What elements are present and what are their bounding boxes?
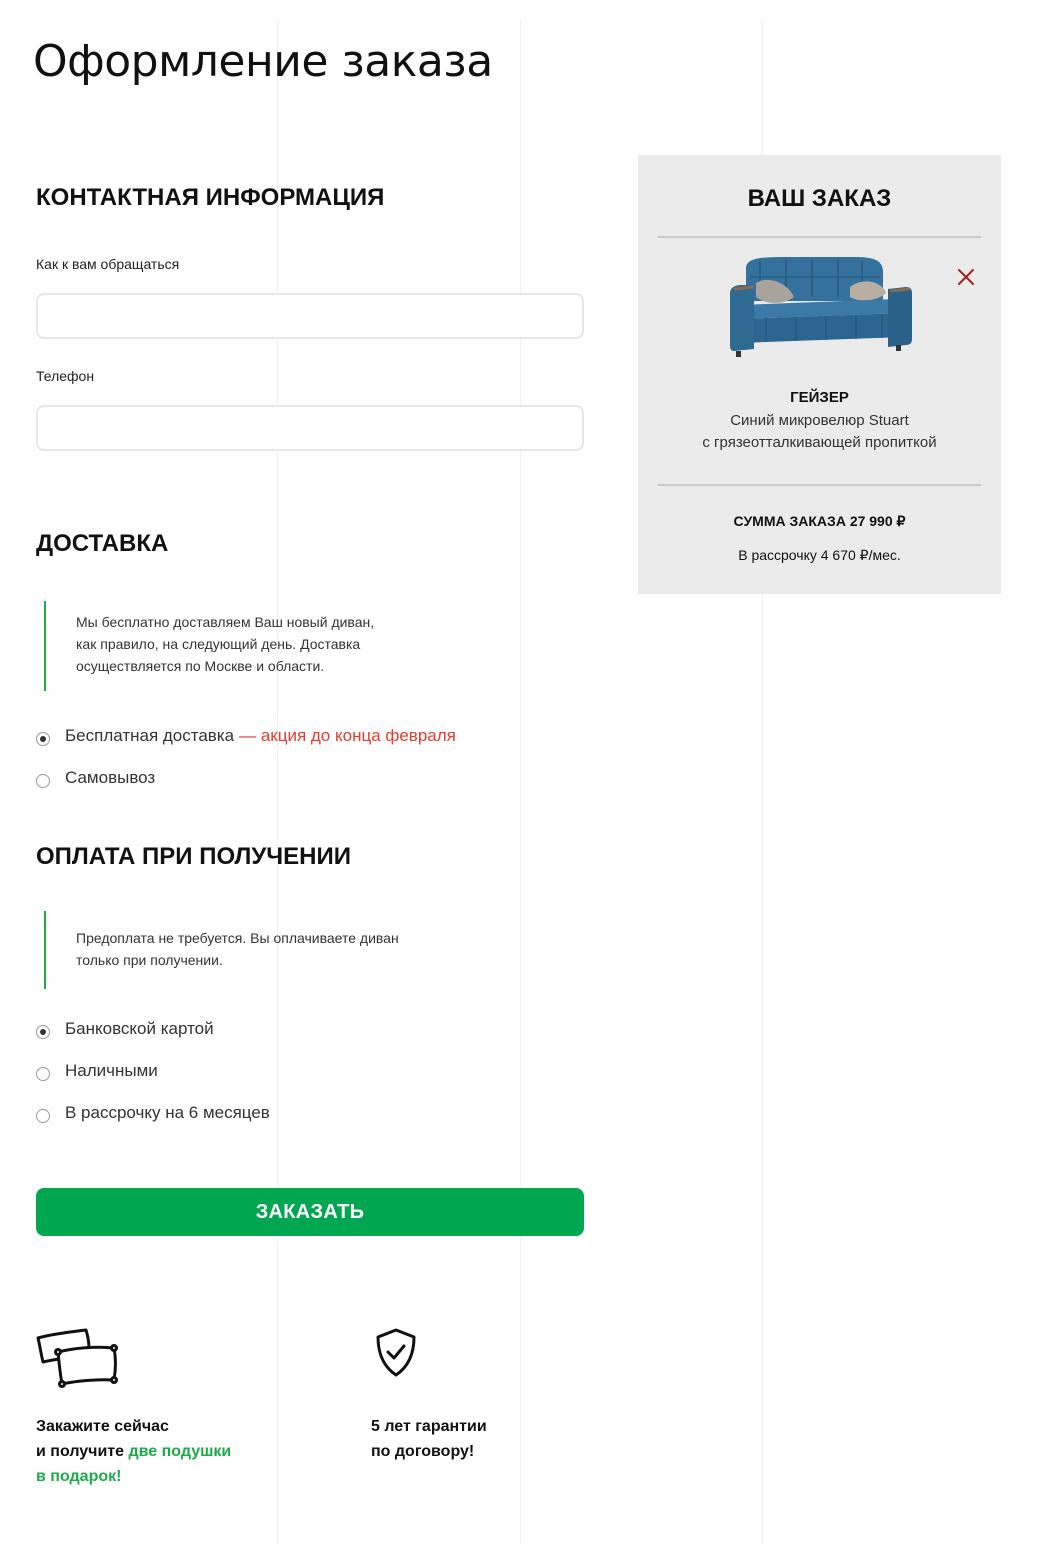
benefit-line bbox=[36, 1439, 231, 1464]
payment-option-cash[interactable] bbox=[36, 1061, 158, 1081]
payment-note bbox=[44, 911, 456, 989]
phone-label: Телефон bbox=[36, 368, 95, 384]
payment-option-installment[interactable] bbox=[36, 1103, 270, 1123]
payment-note-line: Предоплата не требуется. Вы оплачиваете диван bbox=[76, 930, 399, 946]
radio-button[interactable] bbox=[36, 774, 50, 788]
radio-button[interactable] bbox=[36, 1109, 50, 1123]
payment-heading: ОПЛАТА ПРИ ПОЛУЧЕНИИ bbox=[36, 843, 352, 870]
benefit-line-prefix: и получите bbox=[36, 1443, 129, 1460]
order-submit-button[interactable]: ЗАКАЗАТЬ bbox=[36, 1188, 584, 1236]
shield-check-icon bbox=[374, 1327, 418, 1379]
promo-text: — акция до конца февраля bbox=[239, 726, 456, 745]
order-summary-card bbox=[638, 155, 1001, 594]
payment-option-label: Банковской картой bbox=[65, 1019, 214, 1038]
order-total: СУММА ЗАКАЗА 27 990 ₽ bbox=[733, 513, 906, 529]
close-icon[interactable] bbox=[954, 265, 978, 289]
benefit-highlight: в подарок! bbox=[36, 1468, 122, 1485]
payment-note-line: только при получении. bbox=[76, 952, 223, 968]
delivery-option-label: Самовывоз bbox=[65, 768, 156, 787]
delivery-option-free[interactable] bbox=[36, 726, 456, 746]
remove-item-button[interactable] bbox=[954, 265, 978, 289]
divider bbox=[658, 236, 981, 238]
pillows-benefit-text bbox=[36, 1414, 231, 1489]
benefit-line: 5 лет гарантии bbox=[371, 1418, 487, 1435]
payment-option-label: Наличными bbox=[65, 1061, 158, 1080]
phone-input[interactable] bbox=[36, 405, 584, 451]
divider bbox=[658, 484, 981, 486]
product-name: ГЕЙЗЕР bbox=[790, 389, 849, 406]
delivery-option-pickup[interactable] bbox=[36, 768, 155, 788]
payment-option-card[interactable] bbox=[36, 1019, 214, 1039]
name-label: Как к вам обращаться bbox=[36, 256, 180, 272]
delivery-note-line: Мы бесплатно доставляем Ваш новый диван, bbox=[76, 614, 375, 630]
delivery-note-line: осуществляется по Москве и области. bbox=[76, 658, 325, 674]
grid-line bbox=[520, 20, 521, 1544]
benefit-line: по договору! bbox=[371, 1443, 475, 1460]
page-title: Оформление заказа bbox=[33, 36, 493, 87]
delivery-note bbox=[44, 601, 436, 691]
benefit-highlight: две подушки bbox=[128, 1443, 232, 1460]
delivery-heading: ДОСТАВКА bbox=[36, 530, 169, 557]
grid-line bbox=[277, 20, 278, 1544]
radio-button[interactable] bbox=[36, 1067, 50, 1081]
sofa-image bbox=[726, 253, 914, 365]
radio-button-checked[interactable] bbox=[36, 1025, 50, 1039]
benefit-line: Закажите сейчас bbox=[36, 1418, 169, 1435]
delivery-option-label: Бесплатная доставка bbox=[65, 726, 235, 745]
installment-price: В рассрочку 4 670 ₽/мес. bbox=[738, 547, 901, 563]
name-input[interactable] bbox=[36, 293, 584, 339]
product-description-line: с грязеотталкивающей пропиткой bbox=[702, 434, 937, 451]
warranty-benefit-text bbox=[371, 1414, 487, 1464]
pillows-icon bbox=[34, 1326, 120, 1390]
radio-button-checked[interactable] bbox=[36, 732, 50, 746]
order-title: ВАШ ЗАКАЗ bbox=[747, 185, 892, 212]
payment-option-label: В рассрочку на 6 месяцев bbox=[65, 1103, 270, 1122]
contact-heading: КОНТАКТНАЯ ИНФОРМАЦИЯ bbox=[36, 184, 385, 211]
delivery-note-line: как правило, на следующий день. Доставка bbox=[76, 636, 361, 652]
product-description-line: Синий микровелюр Stuart bbox=[730, 412, 909, 429]
